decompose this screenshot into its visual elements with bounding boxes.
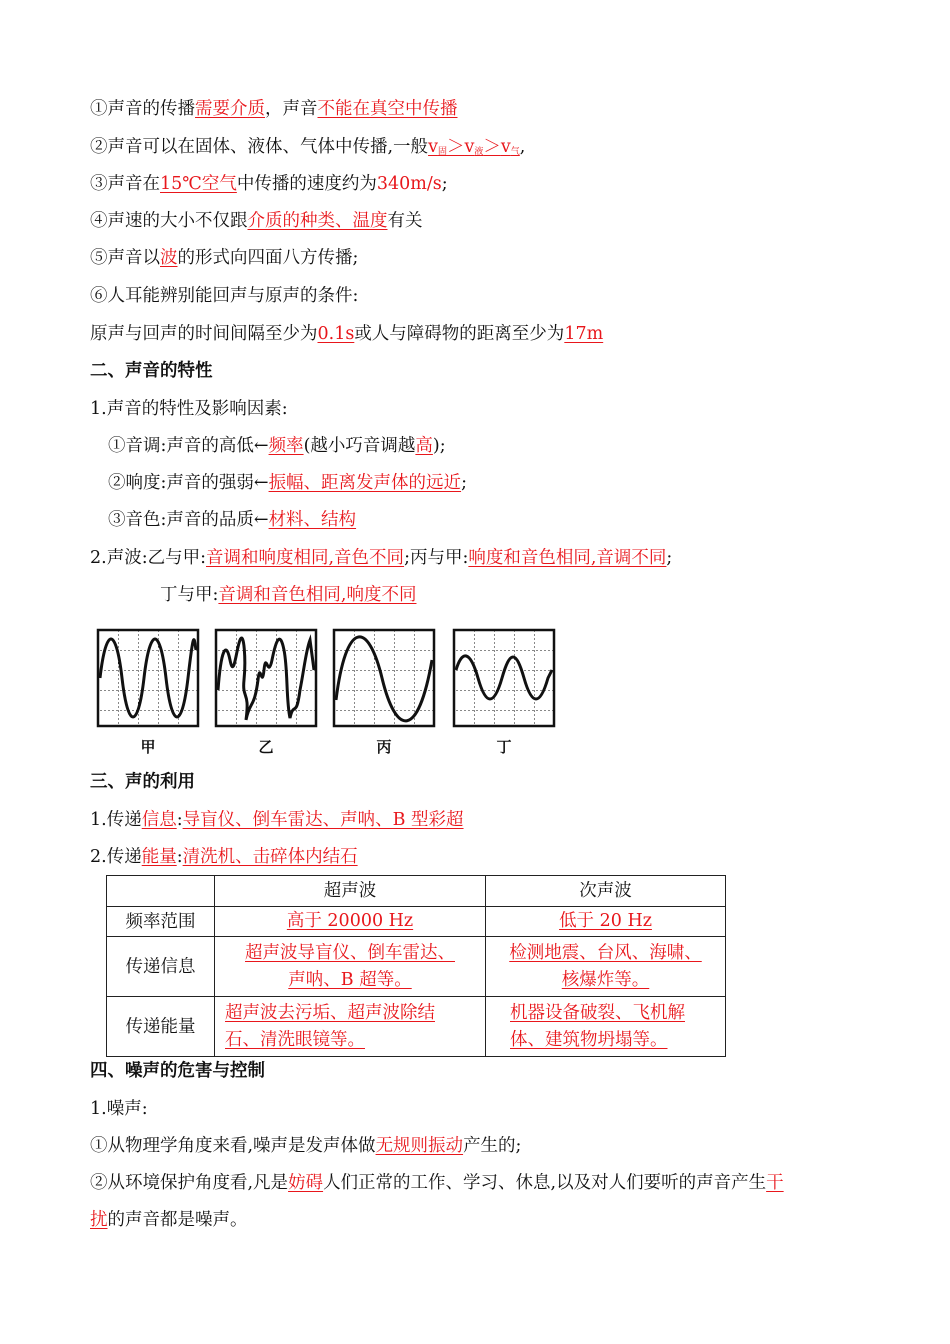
- cell-infra-frequency: 低于 20 Hz: [486, 907, 726, 937]
- item-characteristics: 1.声音的特性及影响因素:: [90, 399, 288, 419]
- heading-sound-use: 三、声的利用: [90, 772, 195, 792]
- row-label-frequency: 频率范围: [107, 907, 215, 937]
- item-noise: 1.噪声:: [90, 1099, 148, 1119]
- cell-ultra-energy: 超声波去污垢、超声波除结 石、清洗眼镜等。: [215, 997, 486, 1057]
- line-wave-compare-2: 丁与甲:音调和音色相同,响度不同: [160, 585, 417, 605]
- line-noise-environment-2: 扰的声音都是噪声。: [90, 1210, 248, 1230]
- line-wave-compare: 2.声波:乙与甲:音调和响度相同,音色不同;丙与甲:响度和音色相同,音调不同;: [90, 548, 673, 568]
- line-speed-factors: ④声速的大小不仅跟介质的种类、温度有关: [90, 211, 423, 231]
- row-label-info: 传递信息: [107, 937, 215, 997]
- cell-infra-energy: 机器设备破裂、飞机解 体、建筑物坍塌等。: [486, 997, 726, 1057]
- line-transfer-energy: 2.传递能量:清洗机、击碎体内结石: [90, 847, 358, 867]
- waveform-jia: [98, 630, 198, 726]
- line-transfer-info: 1.传递信息:导盲仪、倒车雷达、声呐、B 型彩超: [90, 810, 464, 830]
- waveform-ding: [454, 630, 554, 726]
- line-timbre: ③音色:声音的品质←材料、结构: [108, 510, 357, 530]
- waveform-bing: [334, 630, 434, 726]
- waveform-svg: [92, 622, 562, 734]
- line-propagation: ①声音的传播需要介质，声音不能在真空中传播: [90, 99, 458, 119]
- ultrasound-infrasound-table: [106, 875, 726, 1057]
- table-header-infrasound: 次声波: [486, 876, 726, 907]
- cell-ultra-info: 超声波导盲仪、倒车雷达、 声呐、B 超等。: [215, 937, 486, 997]
- line-speed-order: ②声音可以在固体、液体、气体中传播,一般$v_固>v_液>v_气$,: [90, 137, 526, 157]
- cell-infra-info: 检测地震、台风、海啸、 核爆炸等。: [486, 937, 726, 997]
- figure-label-ding: 丁: [496, 738, 512, 756]
- figure-label-bing: 丙: [376, 738, 392, 756]
- table-header-empty: [107, 876, 215, 907]
- heading-sound-characteristics: 二、声音的特性: [90, 361, 213, 381]
- line-echo-condition: ⑥人耳能辨别能回声与原声的条件:: [90, 286, 359, 306]
- answer-speed-order: $v_固>v_液>v_气$: [428, 137, 520, 157]
- waveform-figures: [92, 622, 562, 756]
- figure-label-jia: 甲: [140, 738, 156, 756]
- line-wave-form: ⑤声音以波的形式向四面八方传播;: [90, 248, 359, 268]
- line-loudness: ②响度:声音的强弱←振幅、距离发声体的远近;: [108, 473, 467, 493]
- line-noise-environment: ②从环境保护角度看,凡是妨碍人们正常的工作、学习、休息,以及对人们要听的声音产生干: [90, 1173, 784, 1193]
- line-echo-values: 原声与回声的时间间隔至少为0.1s或人与障碍物的距离至少为17m: [90, 324, 604, 344]
- answer-medium: 需要介质: [195, 99, 265, 119]
- answer-vacuum: 不能在真空中传播: [317, 99, 458, 119]
- heading-noise: 四、噪声的危害与控制: [90, 1061, 265, 1081]
- table-header-ultrasound: 超声波: [215, 876, 486, 907]
- waveform-yi: [216, 630, 316, 726]
- line-noise-physics: ①从物理学角度来看,噪声是发声体做无规则振动产生的;: [90, 1136, 522, 1156]
- figure-label-yi: 乙: [258, 738, 274, 756]
- line-pitch: ①音调:声音的高低←频率(越小巧音调越高);: [108, 436, 446, 456]
- cell-ultra-frequency: 高于 20000 Hz: [215, 907, 486, 937]
- row-label-energy: 传递能量: [107, 997, 215, 1057]
- line-speed-air: ③声音在15℃空气中传播的速度约为340m/s;: [90, 174, 448, 194]
